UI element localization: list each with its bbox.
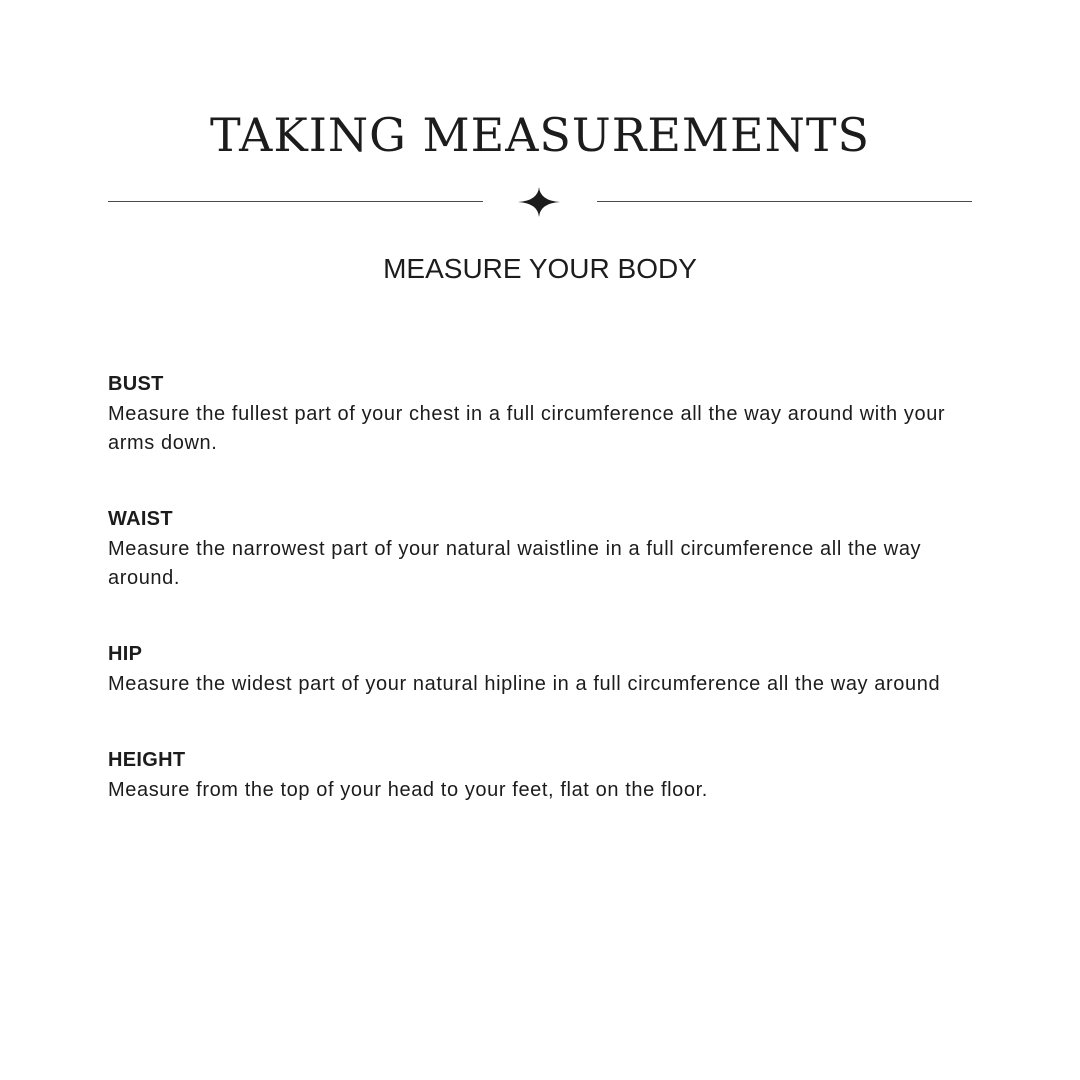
measurement-hip (108, 641, 978, 699)
page-title: TAKING MEASUREMENTS (209, 108, 871, 162)
measurement-height (108, 747, 978, 805)
measurement-instructions: Measure the fullest part of your chest in a full circumference all the way around with your arms down. (108, 403, 946, 454)
measurement-heading: BUST (108, 373, 164, 395)
measurement-list (108, 371, 978, 853)
measurement-instructions: Measure the narrowest part of your natural waistline in a full circumference all the way around. (108, 538, 922, 589)
measurement-instructions: Measure from the top of your head to your feet, flat on the floor. (108, 779, 708, 801)
four-point-star-icon (517, 186, 561, 218)
measurement-waist (108, 506, 978, 593)
measurement-heading: HEIGHT (108, 749, 186, 771)
divider-line-left (108, 201, 483, 202)
measurement-bust (108, 371, 978, 458)
divider-line-right (597, 201, 972, 202)
measurement-instructions: Measure the widest part of your natural hipline in a full circumference all the way around (108, 673, 941, 695)
measurement-heading: HIP (108, 643, 143, 665)
section-subtitle: MEASURE YOUR BODY (383, 253, 697, 284)
measurement-heading: WAIST (108, 508, 173, 530)
